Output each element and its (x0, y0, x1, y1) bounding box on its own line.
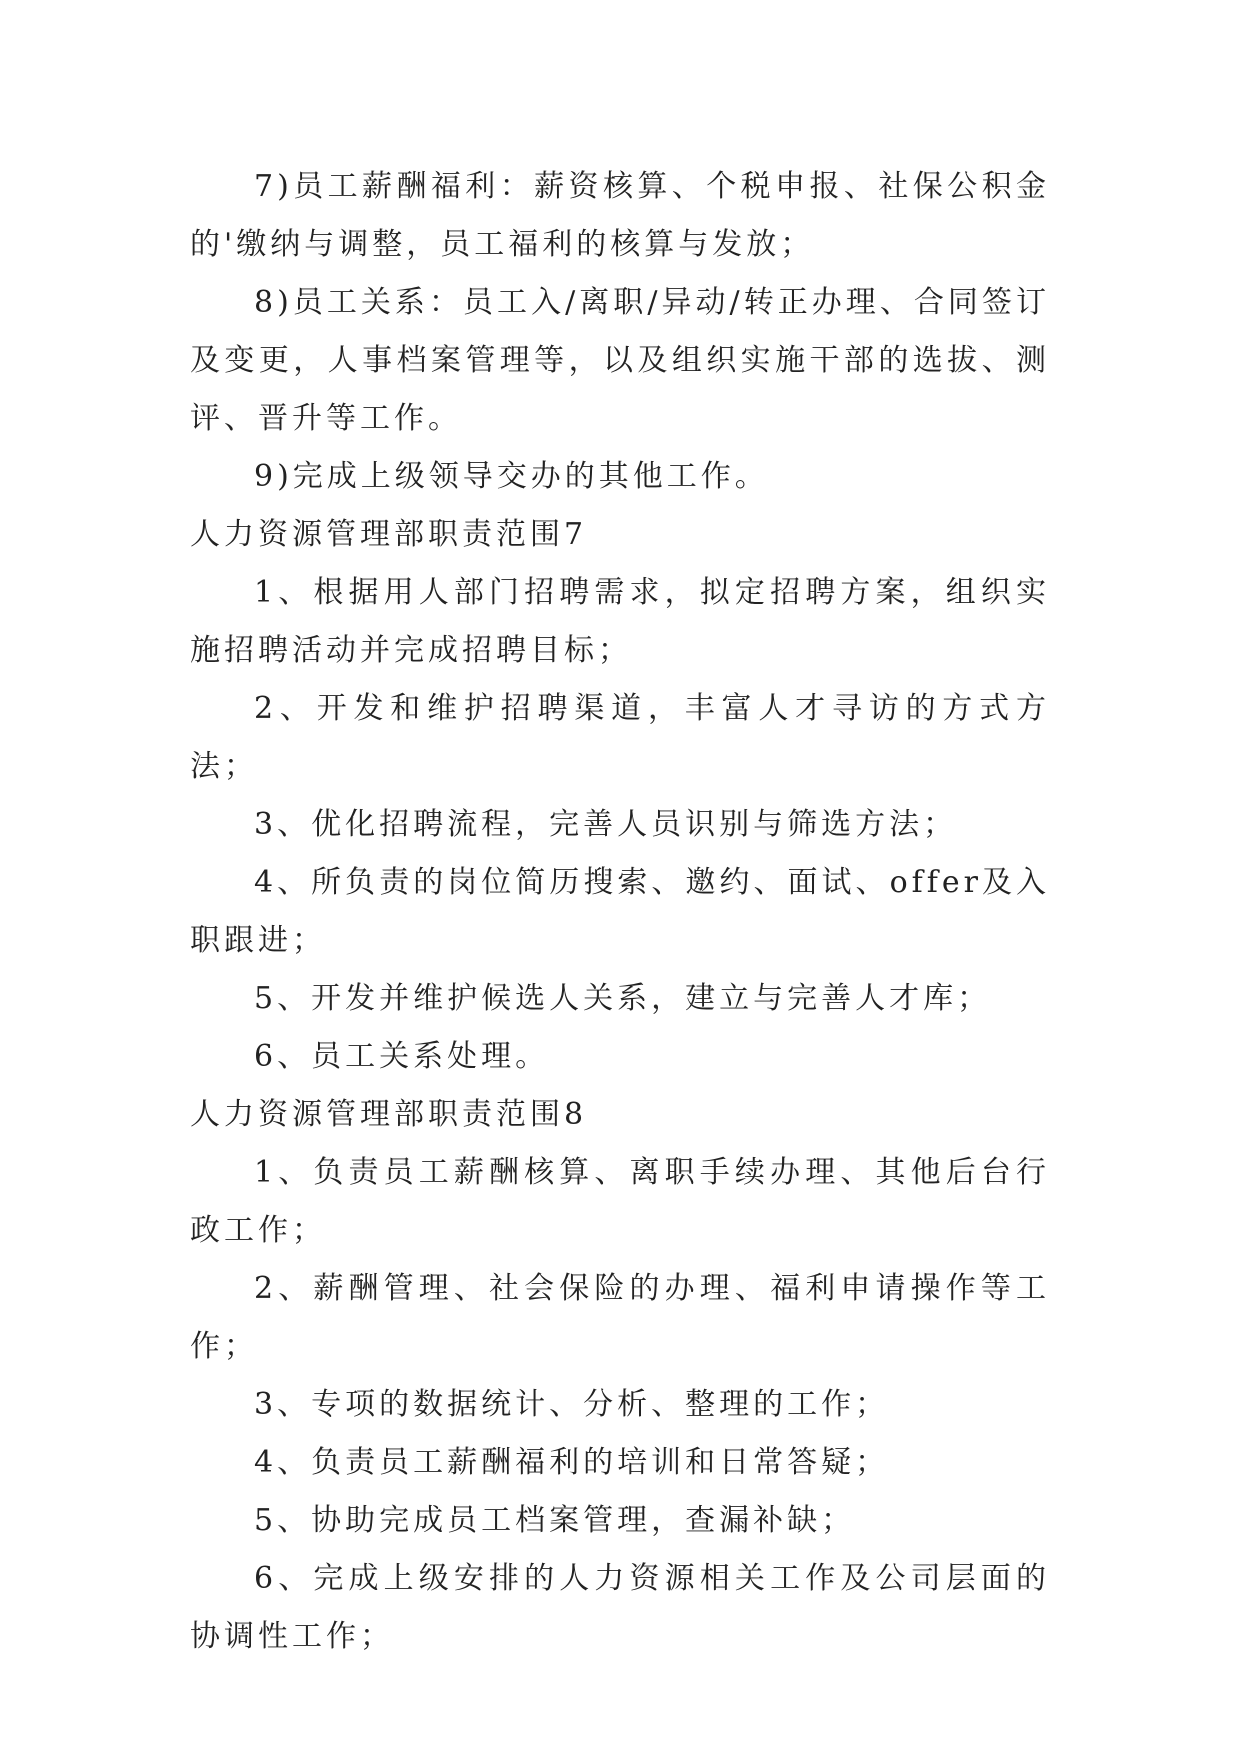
section8-item-1: 1、负责员工薪酬核算、离职手续办理、其他后台行政工作； (190, 1155, 1050, 1248)
section-heading-7: 人力资源管理部职责范围7 (190, 517, 588, 552)
section8-item-4: 4、负责员工薪酬福利的培训和日常答疑； (254, 1445, 890, 1480)
section7-item-4: 4、所负责的岗位简历搜索、邀约、面试、offer及入职跟进； (190, 865, 1050, 958)
paragraph-item-8: 8)员工关系：员工入/离职/异动/转正办理、合同签订及变更，人事档案管理等，以及组织实施干部的选拔、测评、晋升等工作。 (190, 285, 1050, 436)
section8-item-2: 2、薪酬管理、社会保险的办理、福利申请操作等工作； (190, 1271, 1050, 1364)
section8-item-6: 6、完成上级安排的人力资源相关工作及公司层面的协调性工作； (190, 1561, 1050, 1654)
document-body (190, 158, 1050, 1666)
paragraph-item-9: 9)完成上级领导交办的其他工作。 (254, 459, 769, 494)
section-heading-8: 人力资源管理部职责范围8 (190, 1097, 588, 1132)
section7-item-3: 3、优化招聘流程，完善人员识别与筛选方法； (254, 807, 958, 842)
section7-item-5: 5、开发并维护候选人关系，建立与完善人才库； (254, 981, 992, 1016)
section7-item-2: 2、开发和维护招聘渠道，丰富人才寻访的方式方法； (190, 691, 1050, 784)
section8-item-3: 3、专项的数据统计、分析、整理的工作； (254, 1387, 890, 1422)
section7-item-6: 6、员工关系处理。 (254, 1039, 550, 1074)
paragraph-item-7: 7)员工薪酬福利：薪资核算、个税申报、社保公积金的'缴纳与调整，员工福利的核算与发放； (190, 169, 1050, 262)
section8-item-5: 5、协助完成员工档案管理，查漏补缺； (254, 1503, 856, 1538)
section7-item-1: 1、根据用人部门招聘需求，拟定招聘方案，组织实施招聘活动并完成招聘目标； (190, 575, 1050, 668)
